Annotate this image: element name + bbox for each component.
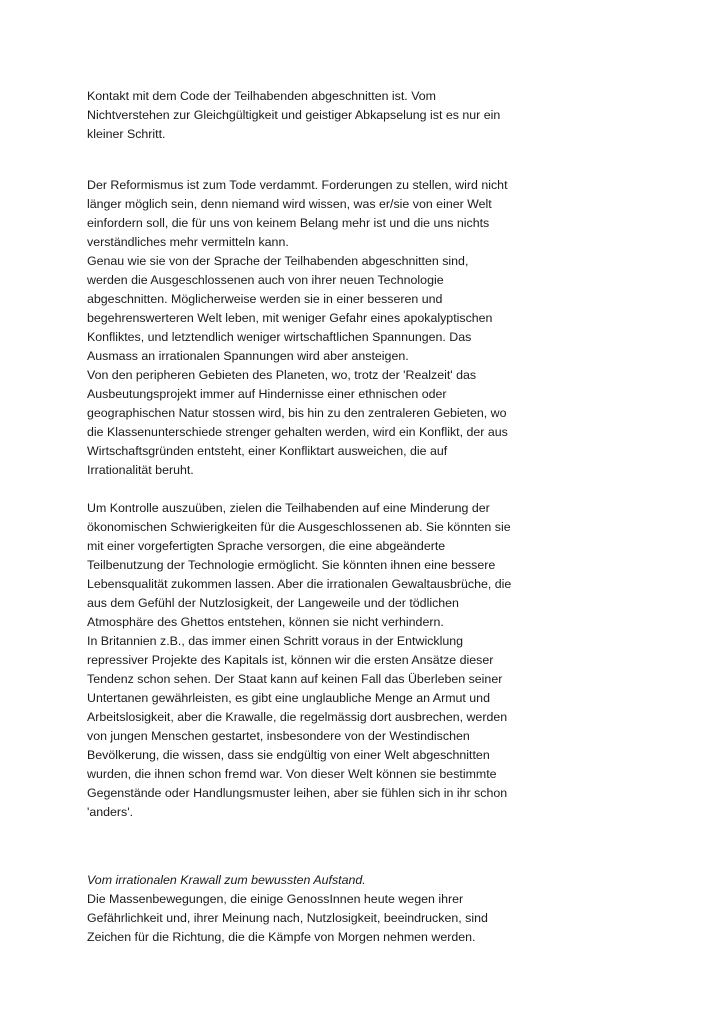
paragraph-2: Der Reformismus ist zum Tode verdammt. Forderungen zu stellen, wird nicht länger möglich sein, denn niemand wird wissen, was er/sie von einer Welt einfordern soll, die für uns von keinem Belang mehr ist und die uns nichts verständliches mehr vermitteln kann. Genau wie sie von der Sprache der Teilhabenden abgeschnitten sind, werden die Ausgeschlossenen auch von ihrer neuen Technologie abgeschnitten. Möglicherweise werden sie in einer besseren und begehrenswerteren Welt leben, mit weniger Gefahr eines apokalyptischen Konfliktes, und letztendlich weniger wirtschaftlichen Spannungen. Das Ausmass an irrationalen Spannungen wird aber ansteigen. Von den peripheren Gebieten des Planeten, wo, trotz der 'Realzeit' das Ausbeutungsprojekt immer auf Hindernisse einer ethnischen oder geographischen Natur stossen wird, bis hin zu den zentraleren Gebieten, wo die Klassenunterschiede strenger gehalten werden, wird ein Konflikt, der aus Wirtschaftsgründen entsteht, einer Konfliktart ausweichen, die auf Irrationalität beruht. bbox=[87, 178, 508, 477]
section-heading: Vom irrationalen Krawall zum bewussten Aufstand. bbox=[87, 873, 366, 887]
paragraph-1: Kontakt mit dem Code der Teilhabenden abgeschnitten ist. Vom Nichtverstehen zur Gleichgültigkeit und geistiger Abkapselung ist es nur ein kleiner Schritt. bbox=[87, 89, 501, 141]
paragraph-3: Um Kontrolle auszuüben, zielen die Teilhabenden auf eine Minderung der ökonomischen Schwierigkeiten für die Ausgeschlossenen ab. Sie könnten sie mit einer vorgefertigten Sprache versorgen, die eine abgeänderte Teilbenutzung der Technologie ermöglicht. Sie könnten ihnen eine bessere Lebensqualität zukommen lassen. Aber die irrationalen Gewaltausbrüche, die aus dem Gefühl der Nutzlosigkeit, der Langeweile und der tödlichen Atmosphäre des Ghettos entstehen, können sie nicht verhindern. In Britannien z.B., das immer einen Schritt voraus in der Entwicklung repressiver Projekte des Kapitals ist, können wir die ersten Ansätze dieser Tendenz schon sehen. Der Staat kann auf keinen Fall das Überleben seiner Untertanen gewährleisten, es gibt eine unglaubliche Menge an Armut und Arbeitslosigkeit, aber die Krawalle, die regelmässig dort ausbrechen, werden von jungen Menschen gestartet, insbesondere von der Westindischen Bevölkerung, die wissen, dass sie endgültig von einer Welt abgeschnitten wurden, die ihnen schon fremd war. Von dieser Welt können sie bestimmte Gegenstände oder Handlungsmuster leihen, aber sie fühlen sich in ihr schon 'anders'. bbox=[87, 501, 512, 819]
paragraph-4: Die Massenbewegungen, die einige GenossInnen heute wegen ihrer Gefährlichkeit und, ihrer Meinung nach, Nutzlosigkeit, beeindrucken, sind Zeichen für die Richtung, die die Kämpfe von Morgen nehmen werden. bbox=[87, 892, 488, 944]
